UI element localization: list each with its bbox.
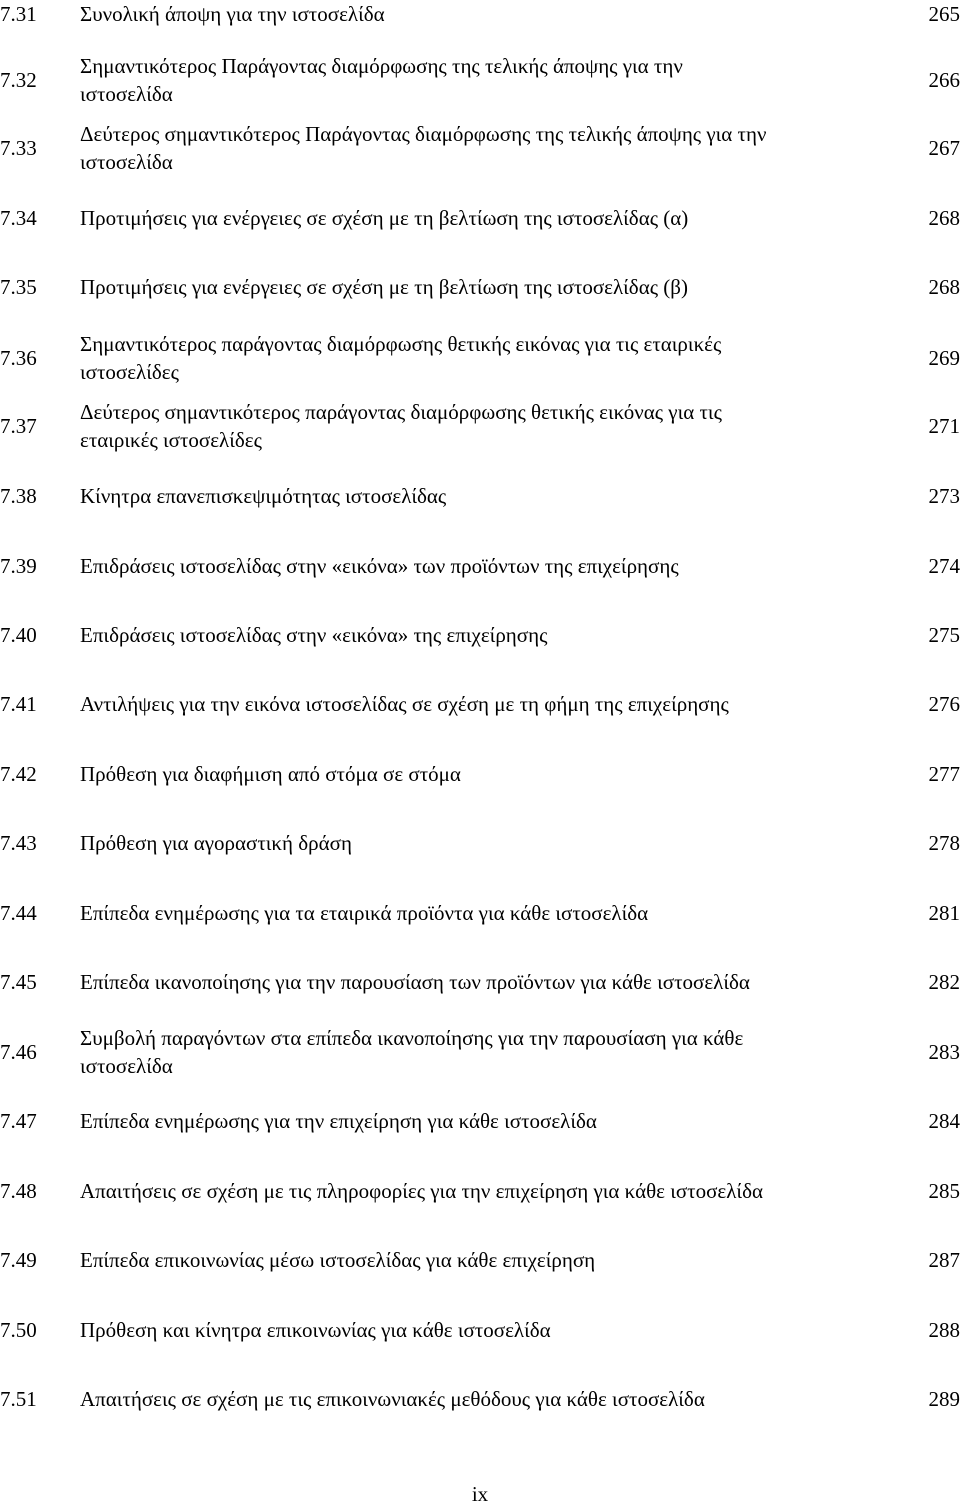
entry-page: 275 [929,621,960,649]
entry-title: Δεύτερος σημαντικότερος παράγοντας διαμόρφωσης θετικής εικόνας για τις [80,398,722,426]
entry-page: 276 [929,690,960,718]
entry-number: 7.31 [0,0,37,28]
entry-number: 7.40 [0,621,37,649]
entry-number: 7.41 [0,690,37,718]
footer-page-number: ix [0,1480,960,1508]
entry-page: 277 [929,760,960,788]
entry-number: 7.48 [0,1177,37,1205]
entry-number: 7.45 [0,968,37,996]
entry-title: Επιδράσεις ιστοσελίδας στην «εικόνα» της επιχείρησης [80,621,547,649]
entry-title: Επίπεδα ικανοποίησης για την παρουσίαση των προϊόντων για κάθε ιστοσελίδα [80,968,750,996]
entry-page: 268 [929,204,960,232]
entry-number: 7.43 [0,829,37,857]
entry-title-continued: ιστοσελίδα [80,80,173,108]
entry-number: 7.44 [0,899,37,927]
entry-title: Σημαντικότερος Παράγοντας διαμόρφωσης της τελικής άποψης για την [80,52,683,80]
entry-page: 271 [929,412,960,440]
entry-page: 289 [929,1385,960,1413]
entry-title: Απαιτήσεις σε σχέση με τις πληροφορίες για την επιχείρηση για κάθε ιστοσελίδα [80,1177,763,1205]
entry-page: 274 [929,552,960,580]
entry-title: Συνολική άποψη για την ιστοσελίδα [80,0,385,28]
entry-title-continued: ιστοσελίδα [80,148,173,176]
entry-title: Αντιλήψεις για την εικόνα ιστοσελίδας σε σχέση με τη φήμη της επιχείρησης [80,690,729,718]
entry-title: Κίνητρα επανεπισκεψιμότητας ιστοσελίδας [80,482,446,510]
entry-title: Επίπεδα ενημέρωσης για τα εταιρικά προϊόντα για κάθε ιστοσελίδα [80,899,648,927]
entry-title: Πρόθεση και κίνητρα επικοινωνίας για κάθε ιστοσελίδα [80,1316,551,1344]
entry-title: Προτιμήσεις για ενέργειες σε σχέση με τη βελτίωση της ιστοσελίδας (β) [80,273,688,301]
entry-number: 7.49 [0,1246,37,1274]
entry-number: 7.32 [0,66,37,94]
entry-page: 265 [929,0,960,28]
entry-title-continued: ιστοσελίδα [80,1052,173,1080]
entry-number: 7.42 [0,760,37,788]
entry-page: 268 [929,273,960,301]
entry-title: Προτιμήσεις για ενέργειες σε σχέση με τη βελτίωση της ιστοσελίδας (α) [80,204,688,232]
entry-page: 282 [929,968,960,996]
entry-number: 7.34 [0,204,37,232]
entry-number: 7.33 [0,134,37,162]
entry-title: Επίπεδα ενημέρωσης για την επιχείρηση για κάθε ιστοσελίδα [80,1107,597,1135]
entry-page: 281 [929,899,960,927]
entry-title: Πρόθεση για αγοραστική δράση [80,829,352,857]
entry-number: 7.39 [0,552,37,580]
entry-page: 283 [929,1038,960,1066]
entry-title: Απαιτήσεις σε σχέση με τις επικοινωνιακές μεθόδους για κάθε ιστοσελίδα [80,1385,705,1413]
entry-page: 284 [929,1107,960,1135]
entry-title-continued: ιστοσελίδες [80,358,179,386]
entry-title: Επίπεδα επικοινωνίας μέσω ιστοσελίδας για κάθε επιχείρηση [80,1246,595,1274]
entry-title: Πρόθεση για διαφήμιση από στόμα σε στόμα [80,760,461,788]
entry-page: 278 [929,829,960,857]
entry-page: 269 [929,344,960,372]
entry-number: 7.38 [0,482,37,510]
entry-title: Συμβολή παραγόντων στα επίπεδα ικανοποίησης για την παρουσίαση για κάθε [80,1024,743,1052]
entry-page: 287 [929,1246,960,1274]
entry-page: 285 [929,1177,960,1205]
entry-page: 267 [929,134,960,162]
entry-number: 7.51 [0,1385,37,1413]
entry-page: 266 [929,66,960,94]
entry-page: 288 [929,1316,960,1344]
entry-title: Σημαντικότερος παράγοντας διαμόρφωσης θετικής εικόνας για τις εταιρικές [80,330,721,358]
entry-number: 7.46 [0,1038,37,1066]
entry-number: 7.35 [0,273,37,301]
entry-title-continued: εταιρικές ιστοσελίδες [80,426,262,454]
entry-number: 7.47 [0,1107,37,1135]
entry-title: Δεύτερος σημαντικότερος Παράγοντας διαμόρφωσης της τελικής άποψης για την [80,120,766,148]
entry-number: 7.50 [0,1316,37,1344]
entry-title: Επιδράσεις ιστοσελίδας στην «εικόνα» των προϊόντων της επιχείρησης [80,552,679,580]
entry-page: 273 [929,482,960,510]
entry-number: 7.36 [0,344,37,372]
entry-number: 7.37 [0,412,37,440]
